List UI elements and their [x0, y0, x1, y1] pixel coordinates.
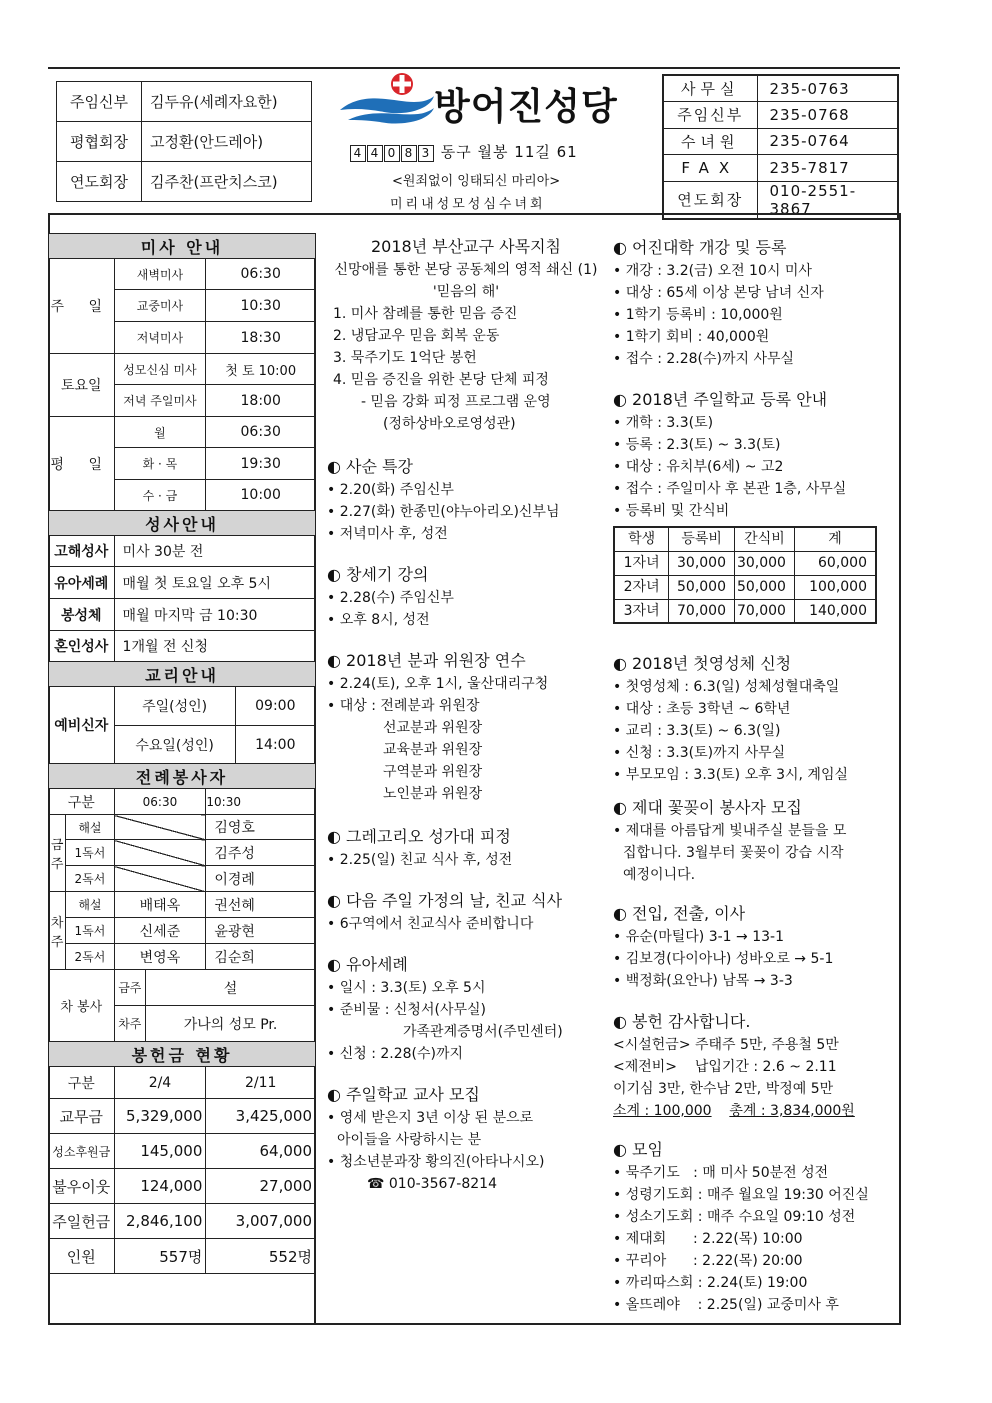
- mass-name: 저녁 주일미사: [114, 385, 206, 417]
- list-item: • 백정화(요안나) 남목 → 3-3: [613, 973, 793, 989]
- offering-item: 교무금: [49, 1099, 115, 1134]
- mass-day: 수 · 금: [114, 480, 206, 511]
- list-item-text: 접수 : 2.28(수)까지 사무실: [625, 351, 795, 367]
- mass-name: 저녁미사: [114, 322, 206, 354]
- list-item-text: 꾸리아 : 2.22(목) 20:00: [625, 1253, 803, 1269]
- list-item: • 대상 : 초등 3학년 ~ 6학년: [613, 701, 791, 717]
- contact-label: 주임신부: [663, 102, 757, 129]
- offering-value: 3,007,000: [206, 1204, 316, 1239]
- section-title: ◐ 창세기 강의: [327, 565, 429, 584]
- offering-item: 불우이웃: [49, 1169, 115, 1204]
- fee-head: 간식비: [735, 527, 795, 551]
- server-name: 변영옥: [114, 944, 206, 970]
- list-item-text: 2.20(화) 주임신부: [339, 482, 454, 498]
- list-item-text: 2.24(토), 오후 1시, 울산대리구청: [339, 676, 549, 692]
- role-name: 1독서: [66, 918, 114, 944]
- catechumen-label: 예비신자: [49, 687, 115, 764]
- list-item: • 접수 : 주일미사 후 본관 1층, 사무실: [613, 481, 847, 497]
- list-item: • 대상 : 전례분과 위원장: [327, 698, 480, 714]
- pastoral-subitem: - 믿음 강화 피정 프로그램 운영: [361, 394, 551, 410]
- fee-child: 3자녀: [614, 599, 669, 623]
- section-title: ◐ 주일학교 교사 모집: [327, 1085, 480, 1104]
- list-item-text: 묵주기도 : 매 미사 50분전 성전: [625, 1165, 829, 1181]
- list-item: 아이들을 사랑하시는 분: [337, 1132, 482, 1148]
- mass-name: 새벽미사: [114, 259, 206, 290]
- section-title: ◐ 제대 꽃꽂이 봉사자 모집: [613, 798, 802, 817]
- fee-child: 1자녀: [614, 551, 669, 575]
- offering-line: <제전비> 납입기간 : 2.6 ~ 2.11: [613, 1059, 837, 1075]
- label-yeondo-head: 연도회장: [57, 162, 142, 202]
- church-name: 방어진성당: [434, 85, 618, 128]
- list-item-text: 접수 : 주일미사 후 본관 1층, 사무실: [625, 481, 847, 497]
- offering-value: 557명: [114, 1239, 206, 1274]
- class-time: 14:00: [235, 726, 315, 764]
- contact-number: 235-0763: [757, 75, 898, 102]
- server-name: 김순희: [206, 944, 316, 970]
- list-item: • 꾸리아 : 2.22(목) 20:00: [613, 1253, 803, 1269]
- offering-item: 인원: [49, 1239, 115, 1274]
- list-item-text: 1학기 회비 : 40,000원: [625, 329, 770, 345]
- list-item: • 저녁미사 후, 성전: [327, 526, 448, 542]
- list-item: • 까리따스회 : 2.24(토) 19:00: [613, 1275, 808, 1291]
- offering-value: 5,329,000: [114, 1099, 206, 1134]
- list-item: 노인분과 위원장: [383, 786, 483, 802]
- list-item: • 첫영성체 : 6.3(일) 성체성혈대축일: [613, 679, 840, 695]
- mass-time: 첫 토 10:00: [206, 354, 316, 385]
- role-name: 해설: [66, 815, 114, 840]
- list-item: • 제대회 : 2.22(목) 10:00: [613, 1231, 803, 1247]
- sacrament-time: 1개월 전 신청: [114, 631, 315, 662]
- list-item: • 유순(마틸다) 3-1 → 13-1: [613, 929, 784, 945]
- weekday-label: 평 일: [49, 417, 115, 511]
- mass-time: 10:30: [206, 290, 316, 322]
- class-time: 09:00: [235, 687, 315, 726]
- class-name: 주일(성인): [114, 687, 235, 726]
- sacrament-name: 고해성사: [49, 536, 115, 567]
- list-item-text: 6구역에서 친교식사 준비합니다: [339, 916, 534, 932]
- church-address: [350, 141, 578, 162]
- server-name: 배태옥: [114, 892, 206, 918]
- list-item-text: 까리따스회 : 2.24(토) 19:00: [625, 1275, 808, 1291]
- list-item-text: 저녁미사 후, 성전: [339, 526, 448, 542]
- pastor-name: 김두유(세례자요한): [142, 82, 312, 122]
- list-item: • 1학기 회비 : 40,000원: [613, 329, 770, 345]
- subtotal: 소계 : 100,000: [613, 1103, 712, 1119]
- list-item-text: 부모모임 : 3.3(토) 오후 3시, 계임실: [625, 767, 848, 783]
- servers-head: 구분: [49, 789, 115, 815]
- list-item-text: 제대를 아름답게 빛내주실 분들을 모: [625, 823, 847, 839]
- list-item: 선교분과 위원장: [383, 720, 483, 736]
- list-item-text: 대상 : 유치부(6세) ~ 고2: [625, 459, 784, 475]
- list-item: • 2.25(일) 친교 식사 후, 성전: [327, 852, 513, 868]
- list-item: • 개학 : 3.3(토): [613, 415, 714, 431]
- list-item: • 등록비 및 간식비: [613, 503, 730, 519]
- list-item: • 올뜨레야 : 2.25(일) 교중미사 후: [613, 1297, 839, 1313]
- contact-label: 사무실: [663, 75, 757, 102]
- mass-section-title: 미사 안내: [49, 234, 316, 259]
- list-item: • 개강 : 3.2(금) 오전 10시 미사: [613, 263, 812, 279]
- list-item: • 2.24(토), 오후 1시, 울산대리구청: [327, 676, 549, 692]
- server-name: 윤광현: [206, 918, 316, 944]
- list-item: 예정이니다.: [623, 867, 696, 883]
- section-title: ◐ 다음 주일 가정의 날, 친교 식사: [327, 891, 563, 910]
- mass-time: 18:00: [206, 385, 316, 417]
- list-item: • 6구역에서 친교식사 준비합니다: [327, 916, 534, 932]
- list-item-text: 개학 : 3.3(토): [625, 415, 714, 431]
- servers-section-title: 전례봉사자: [49, 764, 316, 789]
- list-item: • 영세 받은지 3년 이상 된 분으로: [327, 1110, 534, 1126]
- mass-time: 10:00: [206, 480, 316, 511]
- sisters-name: 미리내성모성심수녀회: [390, 197, 546, 212]
- list-item: • 접수 : 2.28(수)까지 사무실: [613, 351, 795, 367]
- list-item: • 등록 : 2.3(토) ~ 3.3(토): [613, 437, 781, 453]
- list-item: • 신청 : 2.28(수)까지: [327, 1046, 464, 1062]
- fee-value: 50,000: [735, 575, 795, 599]
- zip-digit: 4: [367, 145, 383, 162]
- sacrament-name: 봉성체: [49, 599, 115, 631]
- car-service-label: 차 봉사: [49, 970, 115, 1042]
- section-title: ◐ 사순 특강: [327, 457, 413, 476]
- server-name: 김주성: [206, 840, 316, 866]
- role-name: 2독서: [66, 866, 114, 892]
- offering-head: 2/11: [206, 1067, 316, 1099]
- list-item-text: 올뜨레야 : 2.25(일) 교중미사 후: [625, 1297, 839, 1313]
- offering-section-title: 봉헌금 현황: [49, 1042, 316, 1067]
- sunday-label: 주 일: [49, 259, 115, 354]
- mass-time: 18:30: [206, 322, 316, 354]
- list-item-text: 신청 : 3.3(토)까지 사무실: [625, 745, 786, 761]
- section-title: ◐ 모임: [613, 1140, 663, 1159]
- list-item-text: 대상 : 초등 3학년 ~ 6학년: [625, 701, 791, 717]
- list-item: • 2.28(수) 주임신부: [327, 590, 454, 606]
- list-item: 집합니다. 3월부터 꽃꽂이 강습 시작: [623, 845, 844, 861]
- middle-column: [327, 235, 605, 1195]
- label-pastor: 주임신부: [57, 82, 142, 122]
- offering-item: 주일헌금: [49, 1204, 115, 1239]
- car-server: 설: [146, 970, 316, 1006]
- server-name: 이경례: [206, 866, 316, 892]
- list-item: • 부모모임 : 3.3(토) 오후 3시, 계임실: [613, 767, 848, 783]
- list-item-text: 등록비 및 간식비: [625, 503, 730, 519]
- list-item-text: 백정화(요안나) 남목 → 3-3: [625, 973, 793, 989]
- role-name: 1독서: [66, 840, 114, 866]
- zip-digit: 3: [418, 145, 434, 162]
- list-item: • 일시 : 3.3(토) 오후 5시: [327, 980, 486, 996]
- list-item: • 1학기 등록비 : 10,000원: [613, 307, 783, 323]
- empty-slot: [114, 840, 206, 866]
- sacrament-time: 매월 마지막 금 10:30: [114, 599, 315, 631]
- zip-digit: 4: [350, 145, 366, 162]
- saturday-label: 토요일: [49, 354, 115, 417]
- offering-value: 552명: [206, 1239, 316, 1274]
- left-column: [48, 233, 316, 1325]
- contact-number: 235-7817: [757, 155, 898, 182]
- section-title: ◐ 어진대학 개강 및 등록: [613, 238, 787, 257]
- offering-value: 27,000: [206, 1169, 316, 1204]
- fee-total: 60,000: [794, 551, 876, 575]
- list-item: • 제대를 아름답게 빛내주실 분들을 모: [613, 823, 847, 839]
- list-item: • 청소년분과장 황의진(아타나시오): [327, 1154, 545, 1170]
- list-item: • 2.20(화) 주임신부: [327, 482, 454, 498]
- offering-head: 2/4: [114, 1067, 206, 1099]
- offering-value: 145,000: [114, 1134, 206, 1169]
- list-item-text: 김보경(다이아나) 성바오로 → 5-1: [625, 951, 834, 967]
- list-item-text: 등록 : 2.3(토) ~ 3.3(토): [625, 437, 781, 453]
- patron-title: <원죄없이 잉태되신 마리아>: [392, 174, 561, 189]
- list-item: • 오후 8시, 성전: [327, 612, 430, 628]
- header-rule: [48, 67, 900, 69]
- list-item-text: 일시 : 3.3(토) 오후 5시: [339, 980, 486, 996]
- fee-total: 140,000: [794, 599, 876, 623]
- fee-head: 학생: [614, 527, 669, 551]
- list-item: • 교리 : 3.3(토) ~ 6.3(일): [613, 723, 781, 739]
- section-title: ◐ 그레고리오 성가대 피정: [327, 827, 511, 846]
- list-item: • 2.27(화) 한종민(야누아리오)신부님: [327, 504, 560, 520]
- doctrine-section-title: 교리안내: [49, 662, 316, 687]
- zip-digit: 0: [384, 145, 400, 162]
- offering-value: 3,425,000: [206, 1099, 316, 1134]
- car-server: 가나의 성모 Pr.: [146, 1006, 316, 1042]
- offering-item: 성소후원금: [49, 1134, 115, 1169]
- pastoral-item: 2. 냉담교우 믿음 회복 운동: [333, 328, 500, 344]
- list-item-text: 1학기 등록비 : 10,000원: [625, 307, 783, 323]
- mass-day: 화 · 목: [114, 448, 206, 480]
- role-name: 해설: [66, 892, 114, 918]
- list-item: • 김보경(다이아나) 성바오로 → 5-1: [613, 951, 834, 967]
- list-item-text: 첫영성체 : 6.3(일) 성체성혈대축일: [625, 679, 840, 695]
- sacrament-name: 혼인성사: [49, 631, 115, 662]
- contact-number: 235-0768: [757, 102, 898, 129]
- list-item: • 신청 : 3.3(토)까지 사무실: [613, 745, 786, 761]
- server-name: 김영호: [206, 815, 316, 840]
- offering-line: 이기심 3만, 한수남 2만, 박정예 5만: [613, 1081, 834, 1097]
- list-item-text: 영세 받은지 3년 이상 된 분으로: [339, 1110, 534, 1126]
- list-item-text: 대상 : 전례분과 위원장: [339, 698, 480, 714]
- fee-head: 계: [794, 527, 876, 551]
- empty-slot: [114, 866, 206, 892]
- this-week-label: 금주: [49, 815, 66, 892]
- list-item: 가족관계증명서(주민센터): [403, 1024, 563, 1040]
- council-head-name: 고정환(안드레아): [142, 122, 312, 162]
- pastoral-item: 4. 믿음 증진을 위한 본당 단체 피정: [333, 372, 549, 388]
- list-item-text: 개강 : 3.2(금) 오전 10시 미사: [625, 263, 812, 279]
- list-item: 구역분과 위원장: [383, 764, 483, 780]
- fee-table: [613, 526, 877, 624]
- list-item-text: 오후 8시, 성전: [339, 612, 430, 628]
- list-item: • 묵주기도 : 매 미사 50분전 성전: [613, 1165, 829, 1181]
- servers-head: 06:30: [114, 789, 206, 815]
- list-item-text: 성령기도회 : 매주 월요일 19:30 어진실: [625, 1187, 869, 1203]
- list-item-text: 청소년분과장 황의진(아타나시오): [339, 1154, 545, 1170]
- fee-value: 70,000: [735, 599, 795, 623]
- list-item-text: 교리 : 3.3(토) ~ 6.3(일): [625, 723, 781, 739]
- next-week-label: 차주: [49, 892, 66, 970]
- contact-label: 연도회장: [663, 181, 757, 219]
- mass-time: 06:30: [206, 417, 316, 448]
- offering-value: 64,000: [206, 1134, 316, 1169]
- pastoral-year: '믿음의 해': [432, 284, 500, 300]
- section-title: ◐ 전입, 전출, 이사: [613, 904, 746, 923]
- section-title: ◐ 유아세례: [327, 955, 408, 974]
- list-item-text: 성소기도회 : 매주 수요일 09:10 성전: [625, 1209, 856, 1225]
- zip-digit: 8: [401, 145, 417, 162]
- sacrament-time: 미사 30분 전: [114, 536, 315, 567]
- offering-value: 124,000: [114, 1169, 206, 1204]
- list-item: • 준비물 : 신청서(사무실): [327, 1002, 486, 1018]
- list-item: 교육분과 위원장: [383, 742, 483, 758]
- list-item-text: 2.27(화) 한종민(야누아리오)신부님: [339, 504, 560, 520]
- car-week: 차주: [114, 1006, 145, 1042]
- section-title: ◐ 2018년 첫영성체 신청: [613, 654, 792, 673]
- list-item-text: 유순(마틸다) 3-1 → 13-1: [625, 929, 784, 945]
- list-item: • 성령기도회 : 매주 월요일 19:30 어진실: [613, 1187, 869, 1203]
- list-item: • 대상 : 유치부(6세) ~ 고2: [613, 459, 784, 475]
- mass-time: 19:30: [206, 448, 316, 480]
- contact-label: FAX: [663, 155, 757, 182]
- class-name: 수요일(성인): [114, 726, 235, 764]
- street-address: 동구 월봉 11길 61: [440, 143, 578, 161]
- pastoral-title: 2018년 부산교구 사목지침: [371, 237, 561, 256]
- list-item-text: 대상 : 65세 이상 본당 남녀 신자: [625, 285, 824, 301]
- sacrament-time: 매월 첫 토요일 오후 5시: [114, 567, 315, 599]
- schedule-table: [48, 233, 316, 1274]
- pastoral-item: 3. 묵주기도 1억단 봉헌: [333, 350, 477, 366]
- contact-label: 수녀원: [663, 128, 757, 155]
- mass-name: 성모신심 미사: [114, 354, 206, 385]
- fee-total: 100,000: [794, 575, 876, 599]
- offering-sum: [613, 1100, 893, 1122]
- pastoral-item: 1. 미사 참례를 통한 믿음 증진: [333, 306, 518, 322]
- server-name: 신세준: [114, 918, 206, 944]
- servers-head-1030: 10:30: [206, 794, 241, 809]
- grand-total: 총계 : 3,834,000원: [729, 1103, 855, 1119]
- yeondo-head-name: 김주찬(프란치스코): [142, 162, 312, 202]
- phone-number: ☎ 010-3567-8214: [367, 1176, 497, 1192]
- list-item-text: 제대회 : 2.22(목) 10:00: [625, 1231, 803, 1247]
- fee-value: 30,000: [669, 551, 735, 575]
- servers-head: [206, 789, 316, 815]
- car-week: 금주: [114, 970, 145, 1006]
- list-item: • 성소기도회 : 매주 수요일 09:10 성전: [613, 1209, 856, 1225]
- mass-time: 06:30: [206, 259, 316, 290]
- list-item-text: 2.25(일) 친교 식사 후, 성전: [339, 852, 513, 868]
- role-name: 2독서: [66, 944, 114, 970]
- mass-day: 월: [114, 417, 206, 448]
- fee-child: 2자녀: [614, 575, 669, 599]
- fee-value: 30,000: [735, 551, 795, 575]
- fee-head: 등록비: [669, 527, 735, 551]
- contact-number: 235-0764: [757, 128, 898, 155]
- clergy-table: [56, 81, 312, 202]
- offering-head: 구분: [49, 1067, 115, 1099]
- section-title: ◐ 2018년 주일학교 등록 안내: [613, 390, 828, 409]
- label-council-head: 평협회장: [57, 122, 142, 162]
- fee-value: 70,000: [669, 599, 735, 623]
- list-item-text: 2.28(수) 주임신부: [339, 590, 454, 606]
- sacrament-name: 유아세례: [49, 567, 115, 599]
- server-name: 권선혜: [206, 892, 316, 918]
- contact-number: 010-2551-3867: [757, 181, 898, 219]
- pastoral-subitem: (정하상바오로영성관): [383, 416, 516, 432]
- offering-line: <시설헌금> 주태주 5만, 주용철 5만: [613, 1037, 839, 1053]
- list-item: • 대상 : 65세 이상 본당 남녀 신자: [613, 285, 824, 301]
- section-title: ◐ 2018년 분과 위원장 연수: [327, 651, 526, 670]
- fee-value: 50,000: [669, 575, 735, 599]
- empty-slot: [114, 815, 206, 840]
- mass-name: 교중미사: [114, 290, 206, 322]
- contact-table: [662, 74, 899, 220]
- list-item-text: 준비물 : 신청서(사무실): [339, 1002, 486, 1018]
- section-title: ◐ 봉헌 감사합니다.: [613, 1012, 751, 1031]
- list-item-text: 신청 : 2.28(수)까지: [339, 1046, 464, 1062]
- offering-value: 2,846,100: [114, 1204, 206, 1239]
- sacrament-section-title: 성사안내: [49, 511, 316, 536]
- right-column: [613, 236, 893, 1316]
- pastoral-subtitle: 신망애를 통한 본당 공동체의 영적 쇄신 (1): [334, 262, 598, 278]
